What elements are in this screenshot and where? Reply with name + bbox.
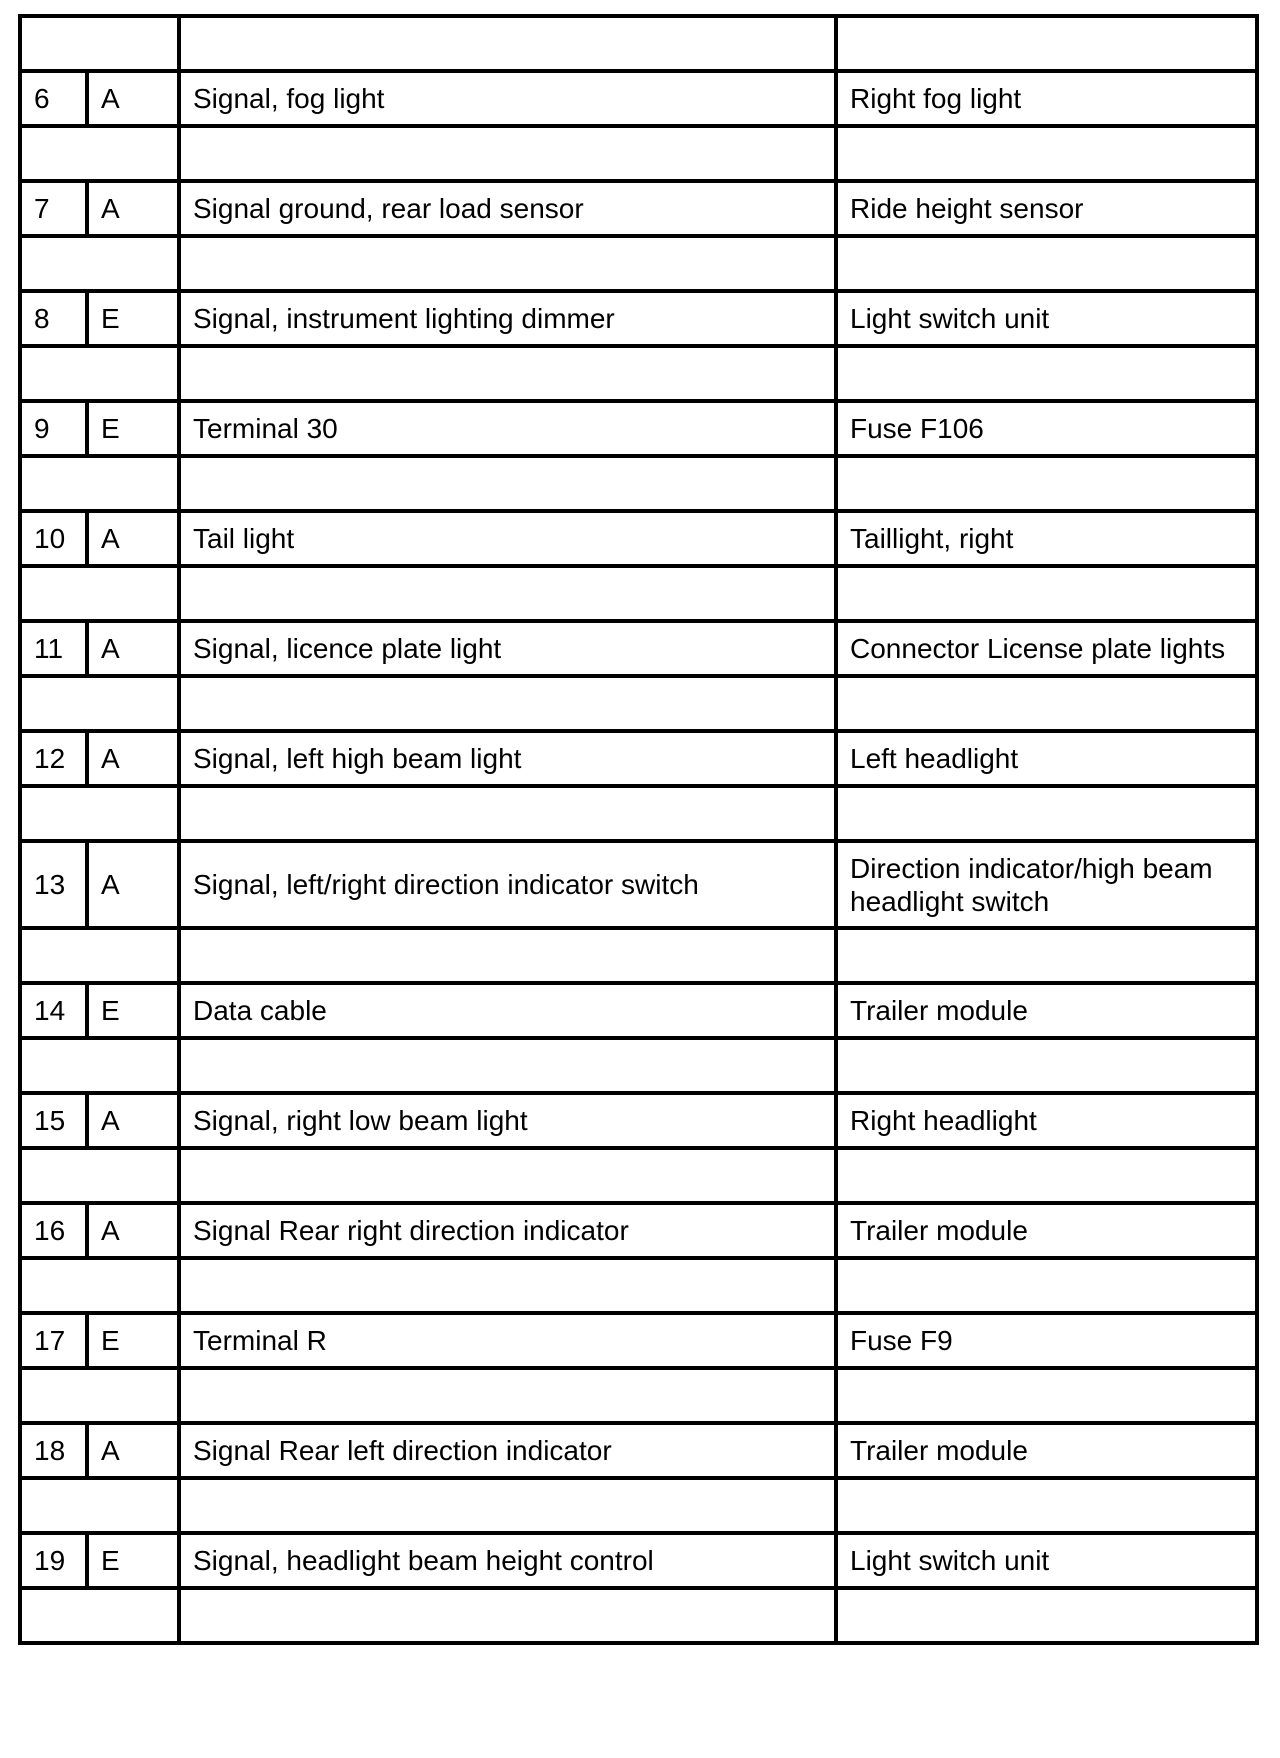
pin-number-cell: 12 xyxy=(20,731,87,786)
signal-direction-cell: A xyxy=(87,1093,179,1148)
spacer-row xyxy=(20,1038,1257,1093)
signal-description-cell: Signal, left high beam light xyxy=(179,731,836,786)
signal-direction-cell: A xyxy=(87,731,179,786)
empty-cell xyxy=(20,1368,179,1423)
spacer-row xyxy=(20,1478,1257,1533)
empty-cell xyxy=(179,676,836,731)
table-row xyxy=(20,1093,1257,1148)
empty-cell xyxy=(20,1258,179,1313)
signal-description-cell: Terminal R xyxy=(179,1313,836,1368)
connected-component-cell: Light switch unit xyxy=(836,291,1257,346)
table-row xyxy=(20,841,1257,928)
empty-cell xyxy=(179,1368,836,1423)
spacer-row xyxy=(20,456,1257,511)
spacer-row xyxy=(20,566,1257,621)
pin-number-cell: 9 xyxy=(20,401,87,456)
pin-assignment-table xyxy=(18,14,1259,1645)
empty-cell xyxy=(179,456,836,511)
spacer-row xyxy=(20,786,1257,841)
spacer-row xyxy=(20,16,1257,71)
table-row xyxy=(20,291,1257,346)
pin-number-cell: 8 xyxy=(20,291,87,346)
empty-cell xyxy=(836,126,1257,181)
signal-description-cell: Signal, fog light xyxy=(179,71,836,126)
empty-cell xyxy=(20,126,179,181)
table-row xyxy=(20,983,1257,1038)
empty-cell xyxy=(836,16,1257,71)
table-row xyxy=(20,1203,1257,1258)
pin-number-cell: 16 xyxy=(20,1203,87,1258)
empty-cell xyxy=(20,1148,179,1203)
empty-cell xyxy=(836,676,1257,731)
empty-cell xyxy=(179,236,836,291)
empty-cell xyxy=(836,786,1257,841)
connected-component-cell: Connector License plate lights xyxy=(836,621,1257,676)
empty-cell xyxy=(20,236,179,291)
signal-direction-cell: A xyxy=(87,511,179,566)
empty-cell xyxy=(836,1148,1257,1203)
spacer-row xyxy=(20,676,1257,731)
connected-component-cell: Trailer module xyxy=(836,1423,1257,1478)
signal-description-cell: Data cable xyxy=(179,983,836,1038)
table-row xyxy=(20,731,1257,786)
empty-cell xyxy=(179,928,836,983)
table-row xyxy=(20,1533,1257,1588)
pin-number-cell: 19 xyxy=(20,1533,87,1588)
table-row xyxy=(20,621,1257,676)
signal-direction-cell: E xyxy=(87,1313,179,1368)
empty-cell xyxy=(836,928,1257,983)
empty-cell xyxy=(836,236,1257,291)
pin-number-cell: 18 xyxy=(20,1423,87,1478)
empty-cell xyxy=(836,1038,1257,1093)
spacer-row xyxy=(20,928,1257,983)
pin-number-cell: 6 xyxy=(20,71,87,126)
empty-cell xyxy=(20,786,179,841)
empty-cell xyxy=(836,1368,1257,1423)
signal-description-cell: Signal, headlight beam height control xyxy=(179,1533,836,1588)
connected-component-cell: Fuse F9 xyxy=(836,1313,1257,1368)
empty-cell xyxy=(179,346,836,401)
signal-description-cell: Signal, left/right direction indicator switch xyxy=(179,841,836,928)
connected-component-cell: Light switch unit xyxy=(836,1533,1257,1588)
table-body xyxy=(20,16,1257,1643)
empty-cell xyxy=(836,1588,1257,1643)
empty-cell xyxy=(179,1478,836,1533)
empty-cell xyxy=(20,346,179,401)
connected-component-cell: Fuse F106 xyxy=(836,401,1257,456)
signal-direction-cell: A xyxy=(87,841,179,928)
table-row xyxy=(20,71,1257,126)
empty-cell xyxy=(179,1588,836,1643)
signal-direction-cell: E xyxy=(87,983,179,1038)
empty-cell xyxy=(179,1148,836,1203)
pin-number-cell: 17 xyxy=(20,1313,87,1368)
signal-direction-cell: A xyxy=(87,621,179,676)
table-row xyxy=(20,401,1257,456)
signal-description-cell: Signal, licence plate light xyxy=(179,621,836,676)
pin-number-cell: 7 xyxy=(20,181,87,236)
signal-description-cell: Signal, instrument lighting dimmer xyxy=(179,291,836,346)
signal-direction-cell: A xyxy=(87,181,179,236)
empty-cell xyxy=(179,1258,836,1313)
spacer-row xyxy=(20,1588,1257,1643)
empty-cell xyxy=(179,126,836,181)
connected-component-cell: Right headlight xyxy=(836,1093,1257,1148)
signal-description-cell: Signal Rear left direction indicator xyxy=(179,1423,836,1478)
empty-cell xyxy=(836,456,1257,511)
connected-component-cell: Right fog light xyxy=(836,71,1257,126)
table-row xyxy=(20,511,1257,566)
signal-direction-cell: E xyxy=(87,401,179,456)
empty-cell xyxy=(836,1478,1257,1533)
pin-number-cell: 11 xyxy=(20,621,87,676)
signal-direction-cell: E xyxy=(87,1533,179,1588)
table-row xyxy=(20,1423,1257,1478)
spacer-row xyxy=(20,1368,1257,1423)
empty-cell xyxy=(20,928,179,983)
signal-description-cell: Signal Rear right direction indicator xyxy=(179,1203,836,1258)
signal-description-cell: Signal, right low beam light xyxy=(179,1093,836,1148)
signal-direction-cell: A xyxy=(87,71,179,126)
empty-cell xyxy=(20,456,179,511)
connected-component-cell: Direction indicator/high beam headlight switch xyxy=(836,841,1257,928)
connected-component-cell: Trailer module xyxy=(836,1203,1257,1258)
signal-description-cell: Signal ground, rear load sensor xyxy=(179,181,836,236)
spacer-row xyxy=(20,236,1257,291)
pin-number-cell: 14 xyxy=(20,983,87,1038)
empty-cell xyxy=(179,16,836,71)
pin-number-cell: 13 xyxy=(20,841,87,928)
empty-cell xyxy=(179,786,836,841)
table-row xyxy=(20,1313,1257,1368)
empty-cell xyxy=(20,566,179,621)
empty-cell xyxy=(20,1478,179,1533)
empty-cell xyxy=(836,566,1257,621)
connected-component-cell: Taillight, right xyxy=(836,511,1257,566)
signal-description-cell: Terminal 30 xyxy=(179,401,836,456)
spacer-row xyxy=(20,126,1257,181)
empty-cell xyxy=(20,676,179,731)
empty-cell xyxy=(20,16,179,71)
pin-number-cell: 15 xyxy=(20,1093,87,1148)
empty-cell xyxy=(836,1258,1257,1313)
empty-cell xyxy=(836,346,1257,401)
empty-cell xyxy=(20,1588,179,1643)
empty-cell xyxy=(20,1038,179,1093)
pin-number-cell: 10 xyxy=(20,511,87,566)
connected-component-cell: Ride height sensor xyxy=(836,181,1257,236)
signal-direction-cell: A xyxy=(87,1203,179,1258)
empty-cell xyxy=(179,1038,836,1093)
spacer-row xyxy=(20,1148,1257,1203)
signal-direction-cell: E xyxy=(87,291,179,346)
connected-component-cell: Left headlight xyxy=(836,731,1257,786)
spacer-row xyxy=(20,1258,1257,1313)
signal-direction-cell: A xyxy=(87,1423,179,1478)
connected-component-cell: Trailer module xyxy=(836,983,1257,1038)
signal-description-cell: Tail light xyxy=(179,511,836,566)
spacer-row xyxy=(20,346,1257,401)
table-row xyxy=(20,181,1257,236)
empty-cell xyxy=(179,566,836,621)
